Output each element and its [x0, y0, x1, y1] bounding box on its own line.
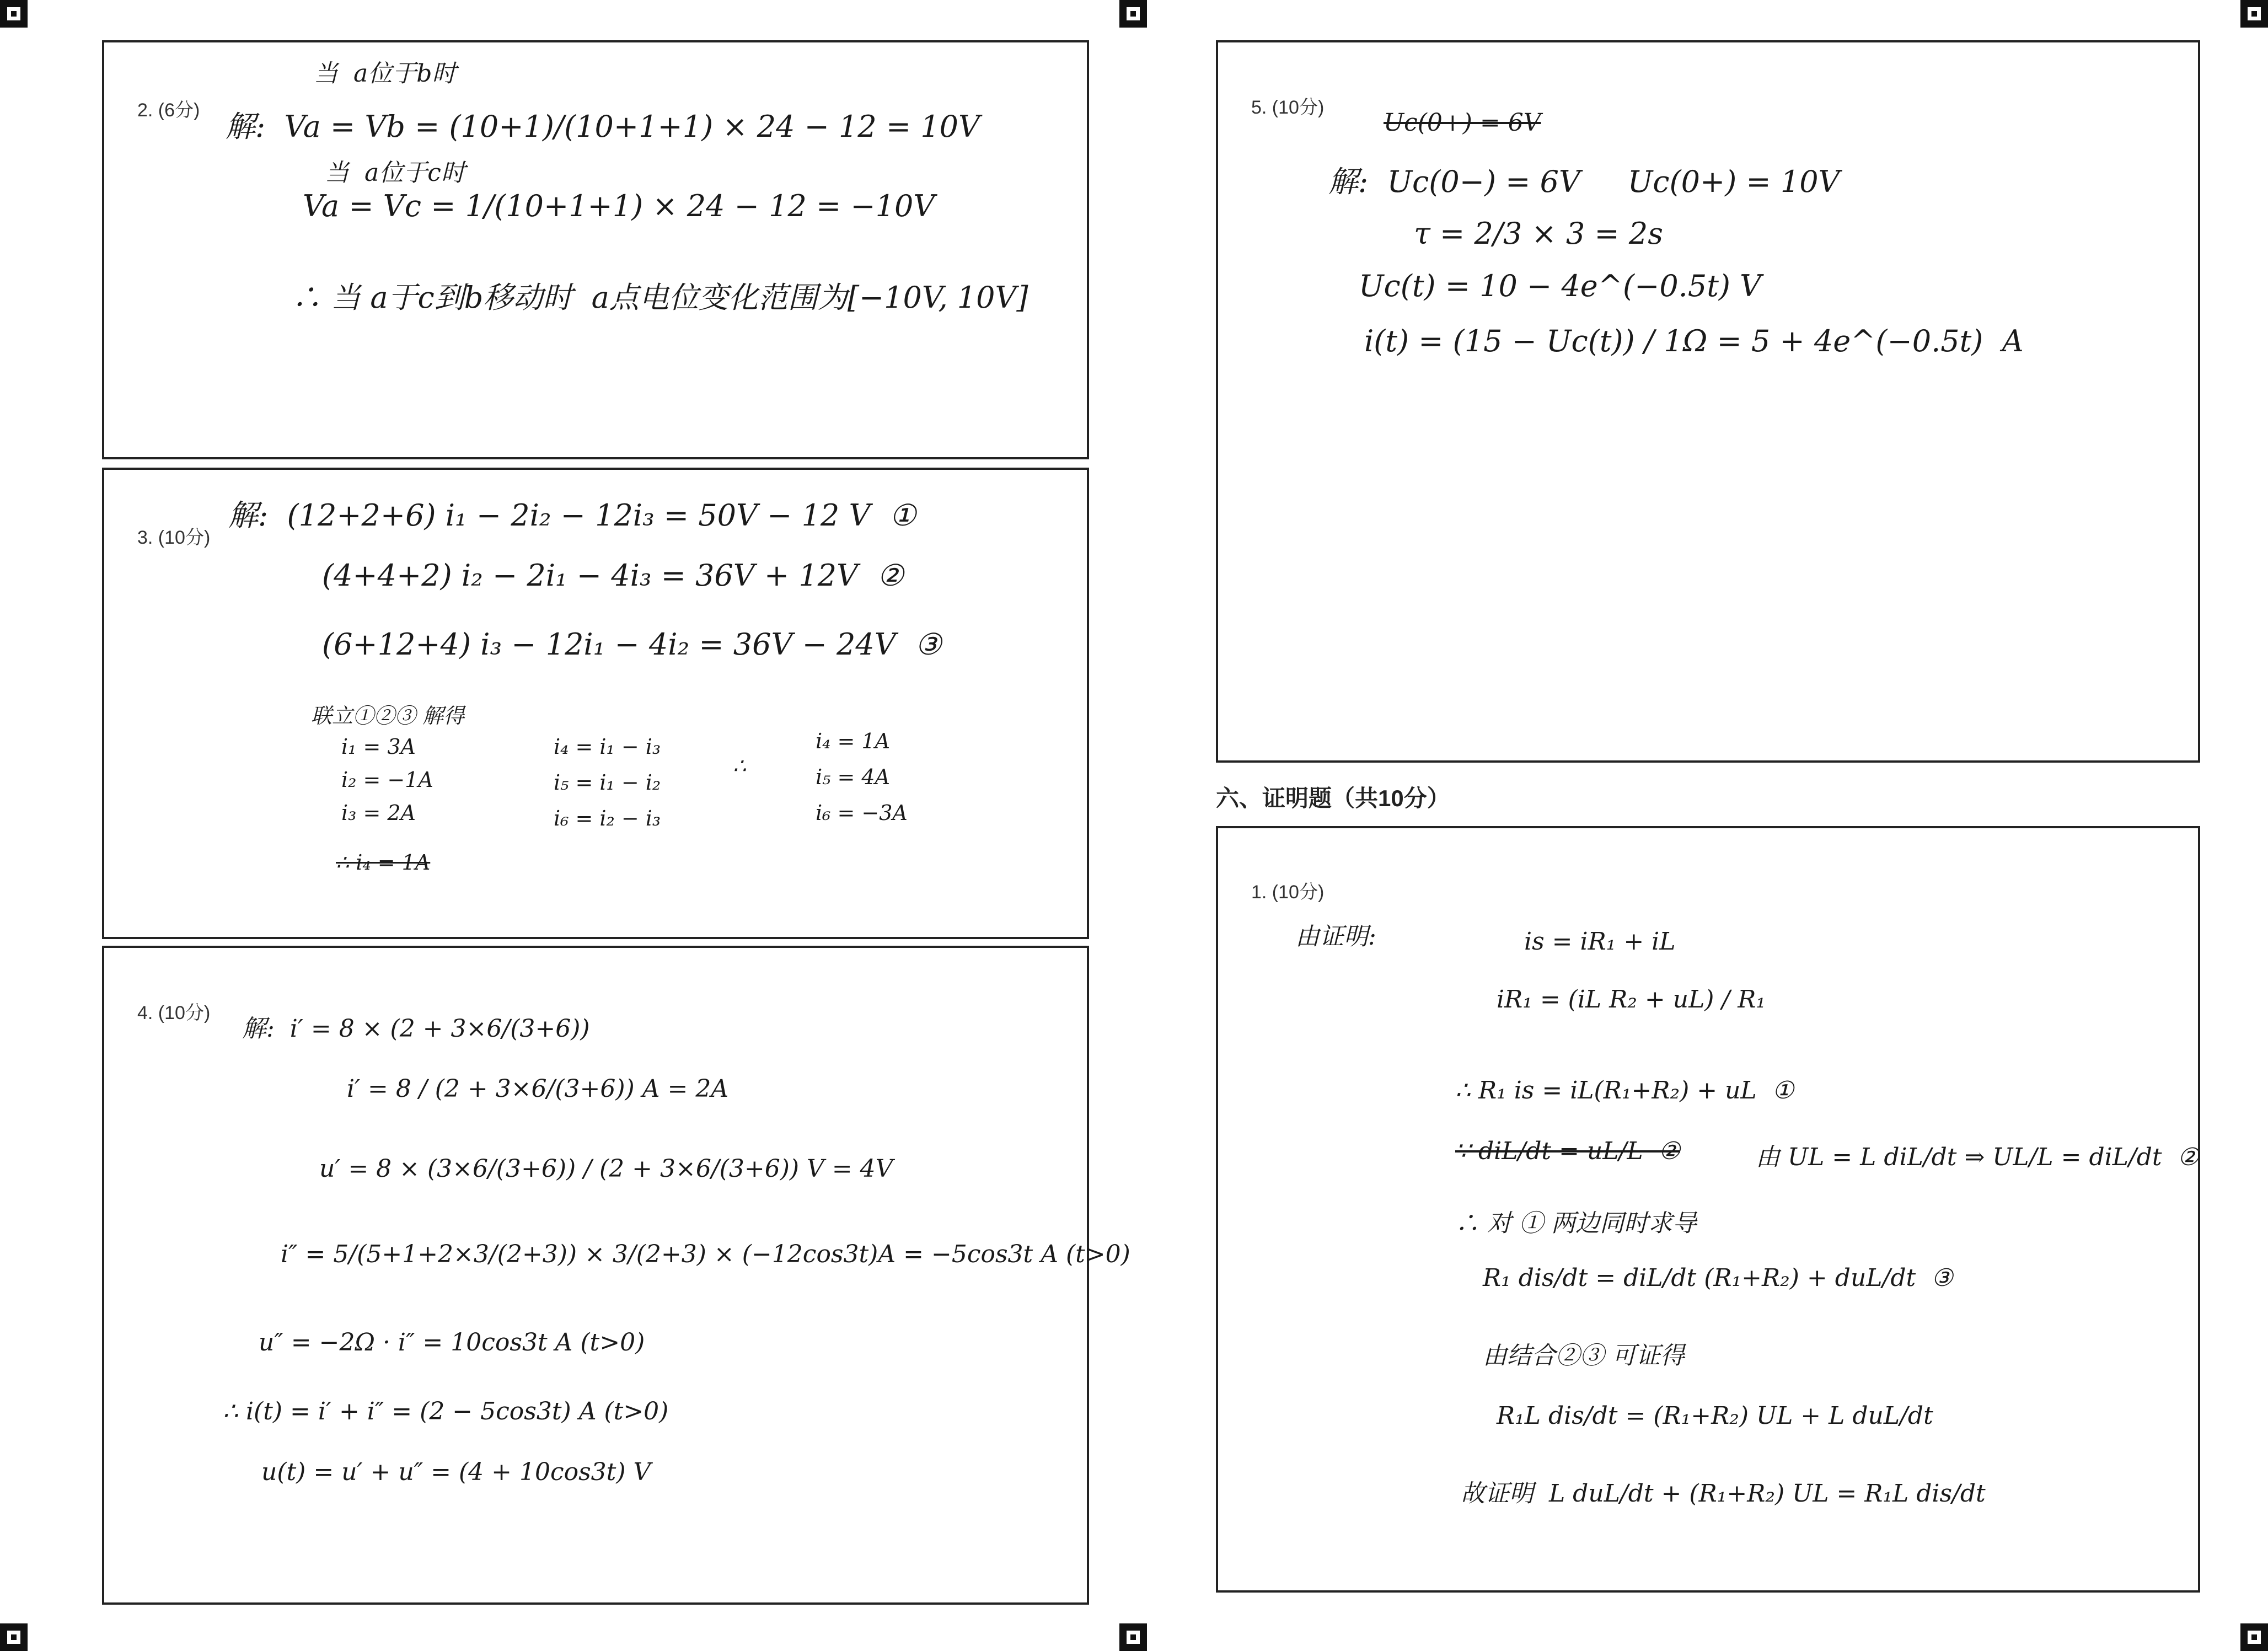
handwritten-line: i₄ = i₁ − i₃ — [554, 735, 661, 759]
handwritten-line: u(t) = u′ + u″ = (4 + 10cos3t) V — [261, 1458, 651, 1486]
answer-box-q5 — [1216, 40, 2200, 763]
registration-marker-top-right — [2240, 0, 2268, 28]
question-label: 2. (6分) — [137, 100, 200, 121]
question-label: 3. (10分) — [137, 527, 211, 548]
handwritten-line: u′ = 8 × (3×6/(3+6)) / (2 + 3×6/(3+6)) V = 4V — [319, 1155, 893, 1183]
handwritten-line: 解: (12+2+6) i₁ − 2i₂ − 12i₃ = 50V − 12 V ① — [228, 498, 916, 533]
handwritten-line: 当 a位于b时 — [314, 60, 457, 88]
question-label: 1. (10分) — [1251, 882, 1325, 903]
handwritten-line: Va = Vc = 1/(10+1+1) × 24 − 12 = −10V — [303, 189, 935, 223]
handwritten-line: i₄ = 1A — [816, 729, 891, 753]
registration-marker-top-left — [0, 0, 28, 28]
handwritten-line: (4+4+2) i₂ − 2i₁ − 4i₃ = 36V + 12V ② — [322, 558, 904, 593]
handwritten-line: u″ = −2Ω · i″ = 10cos3t A (t>0) — [259, 1328, 645, 1357]
question-label: 5. (10分) — [1251, 97, 1325, 118]
handwritten-line: ∴ 对 ① 两边同时求导 — [1455, 1209, 1697, 1237]
handwritten-line: ∴ — [733, 754, 747, 778]
handwritten-line: i₁ = 3A — [341, 735, 416, 759]
answer-box-q4 — [102, 946, 1130, 1605]
handwritten-line: is = iR₁ + iL — [1524, 928, 1676, 956]
answer-box-q3 — [102, 468, 1089, 939]
handwritten-line: ∴ 当 a于c到b移动时 a点电位变化范围为[−10V, 10V] — [292, 280, 1028, 315]
registration-marker-bottom-left — [0, 1623, 28, 1651]
handwritten-line: R₁ dis/dt = diL/dt (R₁+R₂) + duL/dt ③ — [1483, 1264, 1953, 1292]
question-label: 4. (10分) — [137, 1003, 211, 1023]
handwritten-line: Uc(t) = 10 − 4e^(−0.5t) V — [1359, 269, 1762, 303]
registration-marker-bottom-right — [2240, 1623, 2268, 1651]
handwritten-line: 联立①②③ 解得 — [311, 704, 465, 728]
handwritten-line: i″ = 5/(5+1+2×3/(2+3)) × 3/(2+3) × (−12cos3t)A = −5cos3t A (t>0) — [281, 1240, 1130, 1268]
handwritten-line: i₆ = −3A — [816, 801, 908, 825]
handwritten-line: i₂ = −1A — [341, 768, 433, 792]
handwritten-line: i₅ = 4A — [816, 765, 891, 789]
handwritten-line: iR₁ = (iL R₂ + uL) / R₁ — [1497, 985, 1766, 1014]
registration-marker-top-center — [1119, 0, 1147, 28]
handwritten-line: i₆ = i₂ − i₃ — [554, 806, 661, 830]
handwritten-line: R₁L dis/dt = (R₁+R₂) UL + L duL/dt — [1497, 1402, 1933, 1430]
handwritten-line: 解: Va = Vb = (10+1)/(10+1+1) × 24 − 12 = 10V — [226, 109, 980, 144]
handwritten-crossed-out: ∴ i₄ = 1A — [336, 850, 431, 875]
answer-box-q2 — [102, 40, 1089, 459]
handwritten-line: 由结合②③ 可证得 — [1483, 1342, 1685, 1370]
handwritten-line: 故证明 L duL/dt + (R₁+R₂) UL = R₁L dis/dt — [1461, 1480, 1986, 1508]
handwritten-line: 当 a位于c时 — [325, 159, 465, 187]
handwritten-line: ∴ i(t) = i′ + i″ = (2 − 5cos3t) A (t>0) — [223, 1397, 669, 1425]
handwritten-line: i₃ = 2A — [341, 801, 416, 825]
handwritten-line: ∴ R₁ is = iL(R₁+R₂) + uL ① — [1455, 1076, 1794, 1105]
handwritten-line: i₅ = i₁ − i₂ — [554, 770, 661, 795]
section-title: 六、证明题（共10分） — [1216, 785, 1450, 811]
handwritten-line: i(t) = (15 − Uc(t)) / 1Ω = 5 + 4e^(−0.5t) A — [1364, 324, 2024, 358]
handwritten-line: 由证明: — [1295, 923, 1376, 951]
answer-box-proof1 — [1216, 826, 2200, 1593]
handwritten-line: τ = 2/3 × 3 = 2s — [1414, 216, 1663, 251]
handwritten-line: 由 UL = L diL/dt ⇒ UL/L = diL/dt ② — [1756, 1143, 2200, 1171]
handwritten-crossed-out: ∵ diL/dt = uL/L ② — [1455, 1137, 1680, 1165]
handwritten-line: (6+12+4) i₃ − 12i₁ − 4i₂ = 36V − 24V ③ — [322, 627, 942, 662]
handwritten-line: 解: Uc(0−) = 6V Uc(0+) = 10V — [1328, 164, 1840, 199]
handwritten-crossed-out: Uc(0+) = 6V — [1384, 109, 1541, 137]
registration-marker-bottom-center — [1119, 1623, 1147, 1651]
handwritten-line: 解: i′ = 8 × (2 + 3×6/(3+6)) — [242, 1015, 590, 1043]
handwritten-line: i′ = 8 / (2 + 3×6/(3+6)) A = 2A — [347, 1075, 729, 1103]
